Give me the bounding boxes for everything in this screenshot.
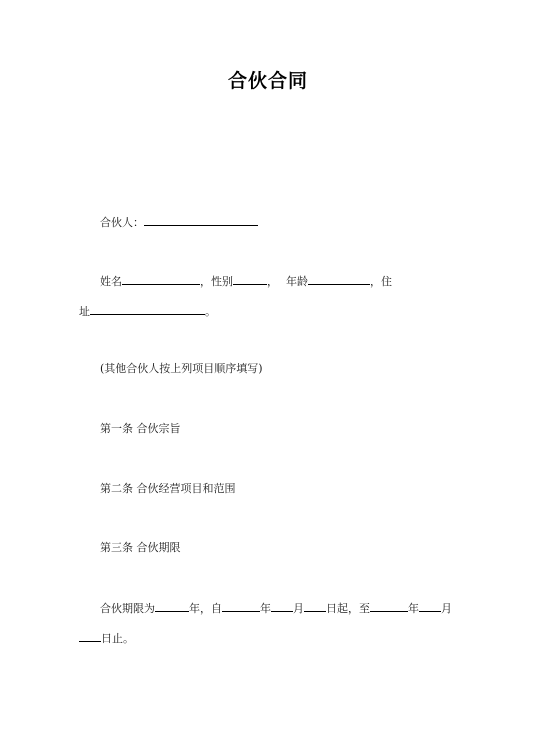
address-line [79,303,216,319]
end-year-blank[interactable] [370,600,408,612]
partner-blank[interactable] [144,214,258,226]
article-3-heading: 第三条 合伙期限 [100,541,181,554]
end-year-label: 年 [408,602,419,615]
start-year-blank[interactable] [222,600,260,612]
term-text: 合伙期限为 [100,602,155,615]
gender-blank[interactable] [233,273,267,285]
term-year-from: 年，自 [189,602,222,615]
start-year-label: 年 [260,602,271,615]
partner-line [100,214,258,230]
age-blank[interactable] [308,273,370,285]
term-years-blank[interactable] [155,600,189,612]
start-day-label: 日起，至 [326,602,370,615]
comma-text: ， [267,275,278,288]
end-month-blank[interactable] [419,600,441,612]
address-label: 址 [79,305,90,318]
name-label: 姓名 [100,275,122,288]
address-blank[interactable] [90,303,205,315]
end-day-label: 日止。 [101,632,134,645]
end-month-label: 月 [441,602,452,615]
document-title: 合伙合同 [227,70,308,92]
term-line [100,600,452,616]
end-day-blank[interactable] [79,630,101,642]
term-end-line [79,630,134,646]
article-2-heading: 第二条 合伙经营项目和范围 [100,482,236,495]
name-blank[interactable] [122,273,200,285]
address-end: 。 [205,305,216,318]
fill-note: (其他合伙人按上列项目顺序填写) [100,362,263,375]
start-month-blank[interactable] [271,600,293,612]
start-month-label: 月 [293,602,304,615]
personal-info-line [100,273,392,289]
article-1-heading: 第一条 合伙宗旨 [100,422,181,435]
partner-label: 合伙人： [100,216,144,229]
address-prefix: ，住 [370,275,392,288]
age-label: 年龄 [286,275,308,288]
start-day-blank[interactable] [304,600,326,612]
gender-label: ，性别 [200,275,233,288]
